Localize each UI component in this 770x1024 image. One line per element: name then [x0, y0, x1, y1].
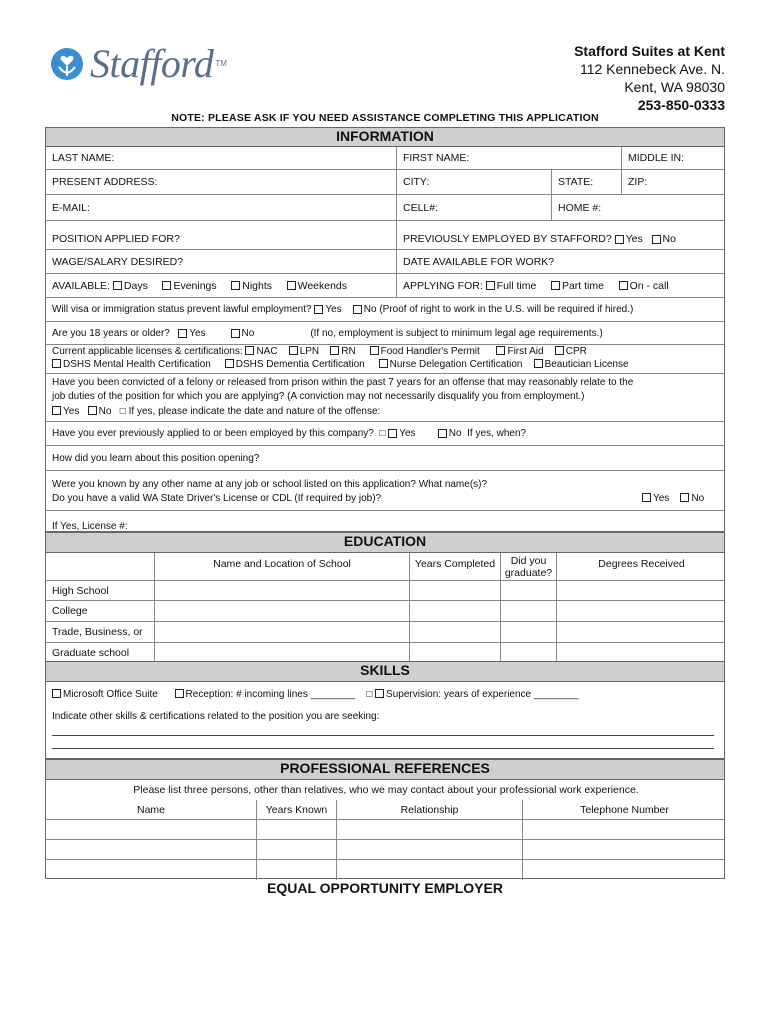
license-yes-checkbox[interactable]	[642, 493, 651, 502]
date-available-label: DATE AVAILABLE FOR WORK?	[403, 255, 555, 268]
col-name: Name	[136, 803, 165, 816]
degree-cell[interactable]	[556, 601, 726, 621]
other-name-question: Were you known by any other name at any job or school listed on this application? What name(s)?	[52, 479, 488, 490]
nights-label: Nights	[242, 279, 272, 292]
dshs-dementia-checkbox[interactable]	[225, 359, 234, 368]
license-number-label: If Yes, License #:	[52, 520, 128, 532]
ms-office-checkbox[interactable]	[52, 689, 61, 698]
prev-applied-question: Have you ever previously applied to or been employed by this company?	[52, 428, 374, 439]
city-label: CITY:	[403, 176, 430, 188]
name-row	[46, 147, 724, 170]
license-number-field[interactable]	[46, 511, 726, 533]
applying-for-field	[396, 274, 726, 297]
visa-question: Will visa or immigration status prevent lawful employment?	[52, 304, 312, 315]
nac-label: NAC	[256, 346, 278, 357]
prev-applied-field: Have you ever previously applied to or been employed by this company? □ Yes No If yes, when?	[52, 428, 527, 439]
weekends-checkbox[interactable]	[287, 281, 296, 290]
ref-name-cell[interactable]	[46, 820, 256, 839]
prev-applied-row	[46, 422, 724, 446]
felony-row	[46, 374, 724, 422]
full-time-label: Full time	[496, 279, 537, 292]
education-level	[46, 622, 154, 642]
logo-wordmark: Stafford	[90, 41, 214, 86]
visa-field	[46, 298, 726, 321]
cell-label: CELL#:	[403, 201, 439, 214]
date-available-field[interactable]	[396, 250, 726, 273]
prev-applied-yes-checkbox[interactable]	[388, 429, 397, 438]
other-skills-line-1[interactable]	[52, 735, 714, 736]
ref-years-header	[256, 800, 336, 819]
visa-no-checkbox[interactable]	[353, 305, 362, 314]
age-field	[46, 322, 726, 344]
row-label: High School	[52, 584, 109, 597]
last-name-field[interactable]	[46, 147, 396, 169]
ref-name-cell[interactable]	[46, 860, 256, 880]
age-row	[46, 322, 724, 345]
visa-row	[46, 298, 724, 322]
evenings-checkbox[interactable]	[162, 281, 171, 290]
age-no-checkbox[interactable]	[231, 329, 240, 338]
table-row	[46, 840, 724, 860]
ref-years-cell[interactable]	[256, 820, 336, 839]
felony-question-line-2: job duties of the position for which you are applying? (A conviction may not necessarily disqualify you from employment.)	[52, 391, 585, 402]
address-row	[46, 170, 724, 195]
education-table	[45, 552, 725, 662]
other-skills-line-2[interactable]	[52, 748, 714, 749]
beautician-checkbox[interactable]	[534, 359, 543, 368]
last-name-label: LAST NAME:	[52, 152, 115, 164]
city-state-zip: Kent, WA 98030	[624, 79, 725, 95]
graduated-cell[interactable]	[500, 643, 556, 663]
education-level-header	[46, 553, 154, 580]
on-call-label: On - call	[629, 279, 669, 292]
nights-checkbox[interactable]	[231, 281, 240, 290]
wage-row	[46, 250, 724, 274]
position-label: POSITION APPLIED FOR?	[52, 233, 180, 245]
supervision-checkbox[interactable]	[375, 689, 384, 698]
nurse-delegation-checkbox[interactable]	[379, 359, 388, 368]
section-skills	[45, 661, 725, 682]
prev-employed-label: PREVIOUSLY EMPLOYED BY STAFFORD?	[403, 233, 612, 245]
age-question: Are you 18 years or older?	[52, 327, 170, 339]
prev-applied-no-checkbox[interactable]	[438, 429, 447, 438]
company-phone: 253-850-0333	[637, 97, 725, 113]
part-time-checkbox[interactable]	[551, 281, 560, 290]
no-label: No	[98, 406, 112, 417]
col-years-completed: Years Completed	[414, 557, 496, 570]
information-table	[45, 146, 725, 532]
home-phone-field[interactable]	[551, 195, 726, 220]
dshs-mental-health-checkbox[interactable]	[52, 359, 61, 368]
education-header-row	[46, 553, 724, 581]
section-information	[45, 127, 725, 147]
ref-phone-header	[522, 800, 726, 819]
age-yes-checkbox[interactable]	[178, 329, 187, 338]
table-row	[46, 601, 724, 622]
section-title: INFORMATION	[336, 128, 434, 144]
years-cell[interactable]	[409, 622, 500, 642]
yes-label: Yes	[625, 233, 643, 245]
nurse-delegation-label: Nurse Delegation Certification	[389, 359, 523, 370]
felony-answer-line: Yes No □ If yes, please indicate the date and nature of the offense:	[52, 406, 380, 417]
degree-cell[interactable]	[556, 622, 726, 642]
full-time-checkbox[interactable]	[486, 281, 495, 290]
no-label: No	[691, 493, 705, 504]
no-label: No	[241, 327, 255, 339]
position-field[interactable]	[46, 221, 396, 249]
col-school-name: Name and Location of School	[213, 557, 351, 570]
rn-checkbox[interactable]	[330, 346, 339, 355]
heart-person-icon	[50, 47, 84, 81]
felony-yes-checkbox[interactable]	[52, 406, 61, 415]
company-address	[574, 42, 725, 114]
equal-opportunity-footer: EQUAL OPPORTUNITY EMPLOYER	[267, 880, 503, 896]
other-skills-label: Indicate other skills & certifications related to the position you are seeking:	[52, 711, 380, 722]
graduated-cell[interactable]	[500, 581, 556, 600]
section-title: SKILLS	[360, 662, 410, 678]
yes-label: Yes	[63, 406, 80, 417]
cpr-label: CPR	[565, 346, 587, 357]
email-label: E-MAIL:	[52, 201, 90, 214]
on-call-checkbox[interactable]	[619, 281, 628, 290]
company-name: Stafford Suites at Kent	[574, 43, 725, 59]
education-level	[46, 643, 154, 663]
age-note: (If no, employment is subject to minimum legal age requirements.)	[310, 327, 603, 339]
first-name-field[interactable]	[396, 147, 621, 169]
col-graduated-1: Did you	[510, 554, 547, 567]
cpr-checkbox[interactable]	[555, 346, 564, 355]
licenses-line-2	[52, 359, 629, 370]
row-label: College	[52, 605, 88, 617]
city-field[interactable]	[396, 170, 551, 194]
middle-initial-field[interactable]	[621, 147, 726, 169]
prev-employed-yes-checkbox[interactable]	[615, 235, 624, 244]
prev-employed-field	[396, 221, 726, 249]
school-name-cell[interactable]	[154, 581, 409, 600]
contact-row	[46, 195, 724, 221]
school-name-cell[interactable]	[154, 643, 409, 663]
ref-name-header	[46, 800, 256, 819]
license-row	[46, 471, 724, 511]
school-name-cell[interactable]	[154, 601, 409, 621]
no-label: No	[448, 428, 462, 439]
section-title: EDUCATION	[343, 533, 427, 549]
education-level	[46, 581, 154, 600]
license-number-row	[46, 511, 724, 533]
table-row	[46, 622, 724, 643]
wage-label: WAGE/SALARY DESIRED?	[52, 255, 184, 268]
table-row	[46, 820, 724, 840]
prev-employed-no-checkbox[interactable]	[652, 235, 661, 244]
yes-label: Yes	[189, 327, 206, 339]
section-education	[45, 532, 725, 553]
school-name-cell[interactable]	[154, 622, 409, 642]
col-telephone: Telephone Number	[580, 803, 669, 816]
licenses-row	[46, 345, 724, 374]
present-address-field[interactable]	[46, 170, 396, 194]
ref-relationship-cell[interactable]	[336, 840, 522, 859]
felony-details-label: If yes, please indicate the date and nature of the offense:	[128, 406, 381, 417]
license-no-checkbox[interactable]	[680, 493, 689, 502]
available-label: AVAILABLE:	[52, 279, 110, 292]
first-aid-label: First Aid	[507, 346, 544, 357]
dshs-mental-health-label: DSHS Mental Health Certification	[63, 359, 211, 370]
ref-years-cell[interactable]	[256, 840, 336, 859]
graduated-cell[interactable]	[500, 601, 556, 621]
license-question: Do you have a valid WA State Driver's License or CDL (If required by job)?	[52, 493, 382, 504]
row-label: Trade, Business, or	[52, 626, 143, 638]
nac-checkbox[interactable]	[245, 346, 254, 355]
middle-in-label: MIDDLE IN:	[628, 152, 685, 164]
supervision-label: Supervision: years of experience ________	[386, 689, 579, 700]
present-address-label: PRESENT ADDRESS:	[52, 176, 158, 188]
availability-field	[46, 274, 396, 297]
zip-label: ZIP:	[628, 176, 648, 188]
no-label: No	[662, 233, 676, 245]
days-checkbox[interactable]	[113, 281, 122, 290]
logo-trademark: TM	[215, 59, 227, 68]
ref-name-cell[interactable]	[46, 840, 256, 859]
yes-label: Yes	[399, 428, 416, 439]
ref-relationship-cell[interactable]	[336, 820, 522, 839]
ref-phone-cell[interactable]	[522, 860, 726, 880]
table-row	[46, 581, 724, 601]
state-field[interactable]	[551, 170, 621, 194]
table-row	[46, 860, 724, 880]
ref-relationship-cell[interactable]	[336, 860, 522, 880]
reception-label: Reception: # incoming lines ________	[185, 689, 356, 700]
learn-question: How did you learn about this position opening?	[52, 452, 260, 464]
graduated-header	[500, 553, 556, 580]
col-graduated-2: graduate?	[504, 566, 553, 579]
street-address: 112 Kennebeck Ave. N.	[579, 61, 725, 77]
felony-no-checkbox[interactable]	[88, 406, 97, 415]
row-label: Graduate school	[52, 647, 130, 659]
if-yes-when-label: If yes, when?	[467, 428, 527, 439]
home-label: HOME #:	[558, 201, 602, 214]
days-label: Days	[123, 279, 148, 292]
cell-field[interactable]	[396, 195, 551, 220]
school-name-header	[154, 553, 409, 580]
table-row	[46, 643, 724, 663]
beautician-label: Beautician License	[544, 359, 629, 370]
references-instructions: Please list three persons, other than relatives, who we may contact about your professional work experience.	[133, 784, 639, 796]
reception-checkbox[interactable]	[175, 689, 184, 698]
references-header-row	[46, 800, 724, 820]
availability-row	[46, 274, 724, 298]
lpn-label: LPN	[299, 346, 320, 357]
col-relationship: Relationship	[400, 803, 459, 816]
graduated-cell[interactable]	[500, 622, 556, 642]
email-field[interactable]	[46, 195, 396, 220]
zip-field[interactable]	[621, 170, 726, 194]
visa-no-label: No (Proof of right to work in the U.S. will be required if hired.)	[363, 304, 634, 315]
education-level	[46, 601, 154, 621]
felony-question-line-1: Have you been convicted of a felony or released from prison within the past 7 years for an offense that may reasonably relate to the	[52, 377, 634, 388]
first-aid-checkbox[interactable]	[496, 346, 505, 355]
evenings-label: Evenings	[173, 279, 217, 292]
lpn-checkbox[interactable]	[289, 346, 298, 355]
ref-years-cell[interactable]	[256, 860, 336, 880]
visa-yes-checkbox[interactable]	[314, 305, 323, 314]
references-table	[45, 779, 725, 879]
years-completed-header	[409, 553, 500, 580]
degrees-header	[556, 553, 726, 580]
skills-checkbox-line: Microsoft Office Suite Reception: # incoming lines ________ □ Supervision: years of experience ________	[52, 689, 578, 700]
rn-label: RN	[341, 346, 356, 357]
col-degrees: Degrees Received	[598, 557, 685, 570]
first-name-label: FIRST NAME:	[403, 152, 470, 164]
position-row	[46, 221, 724, 250]
part-time-label: Part time	[561, 279, 604, 292]
degree-cell[interactable]	[556, 581, 726, 600]
licenses-label: Current applicable licenses & certifications:	[52, 346, 243, 357]
yes-label: Yes	[653, 493, 670, 504]
license-answer	[642, 493, 704, 504]
learn-field[interactable]	[46, 446, 726, 470]
section-references	[45, 759, 725, 780]
weekends-label: Weekends	[297, 279, 348, 292]
col-years-known: Years Known	[265, 803, 328, 816]
yes-label: Yes	[325, 304, 342, 315]
applying-for-label: APPLYING FOR:	[403, 279, 483, 292]
ref-phone-cell[interactable]	[522, 820, 726, 839]
food-handler-label: Food Handler's Permit	[380, 346, 480, 357]
food-handler-checkbox[interactable]	[370, 346, 379, 355]
years-cell[interactable]	[409, 601, 500, 621]
years-cell[interactable]	[409, 581, 500, 600]
section-title: PROFESSIONAL REFERENCES	[280, 760, 490, 776]
learn-row	[46, 446, 724, 471]
ref-relationship-header	[336, 800, 522, 819]
degree-cell[interactable]	[556, 643, 726, 663]
ms-office-label: Microsoft Office Suite	[63, 689, 158, 700]
dshs-dementia-label: DSHS Dementia Certification	[235, 359, 365, 370]
state-label: STATE:	[558, 176, 594, 188]
licenses-line-1	[52, 346, 587, 357]
ref-phone-cell[interactable]	[522, 840, 726, 859]
years-cell[interactable]	[409, 643, 500, 663]
stafford-logo	[50, 40, 227, 87]
wage-field[interactable]	[46, 250, 396, 273]
assistance-note: NOTE: PLEASE ASK IF YOU NEED ASSISTANCE COMPLETING THIS APPLICATION	[171, 112, 599, 124]
